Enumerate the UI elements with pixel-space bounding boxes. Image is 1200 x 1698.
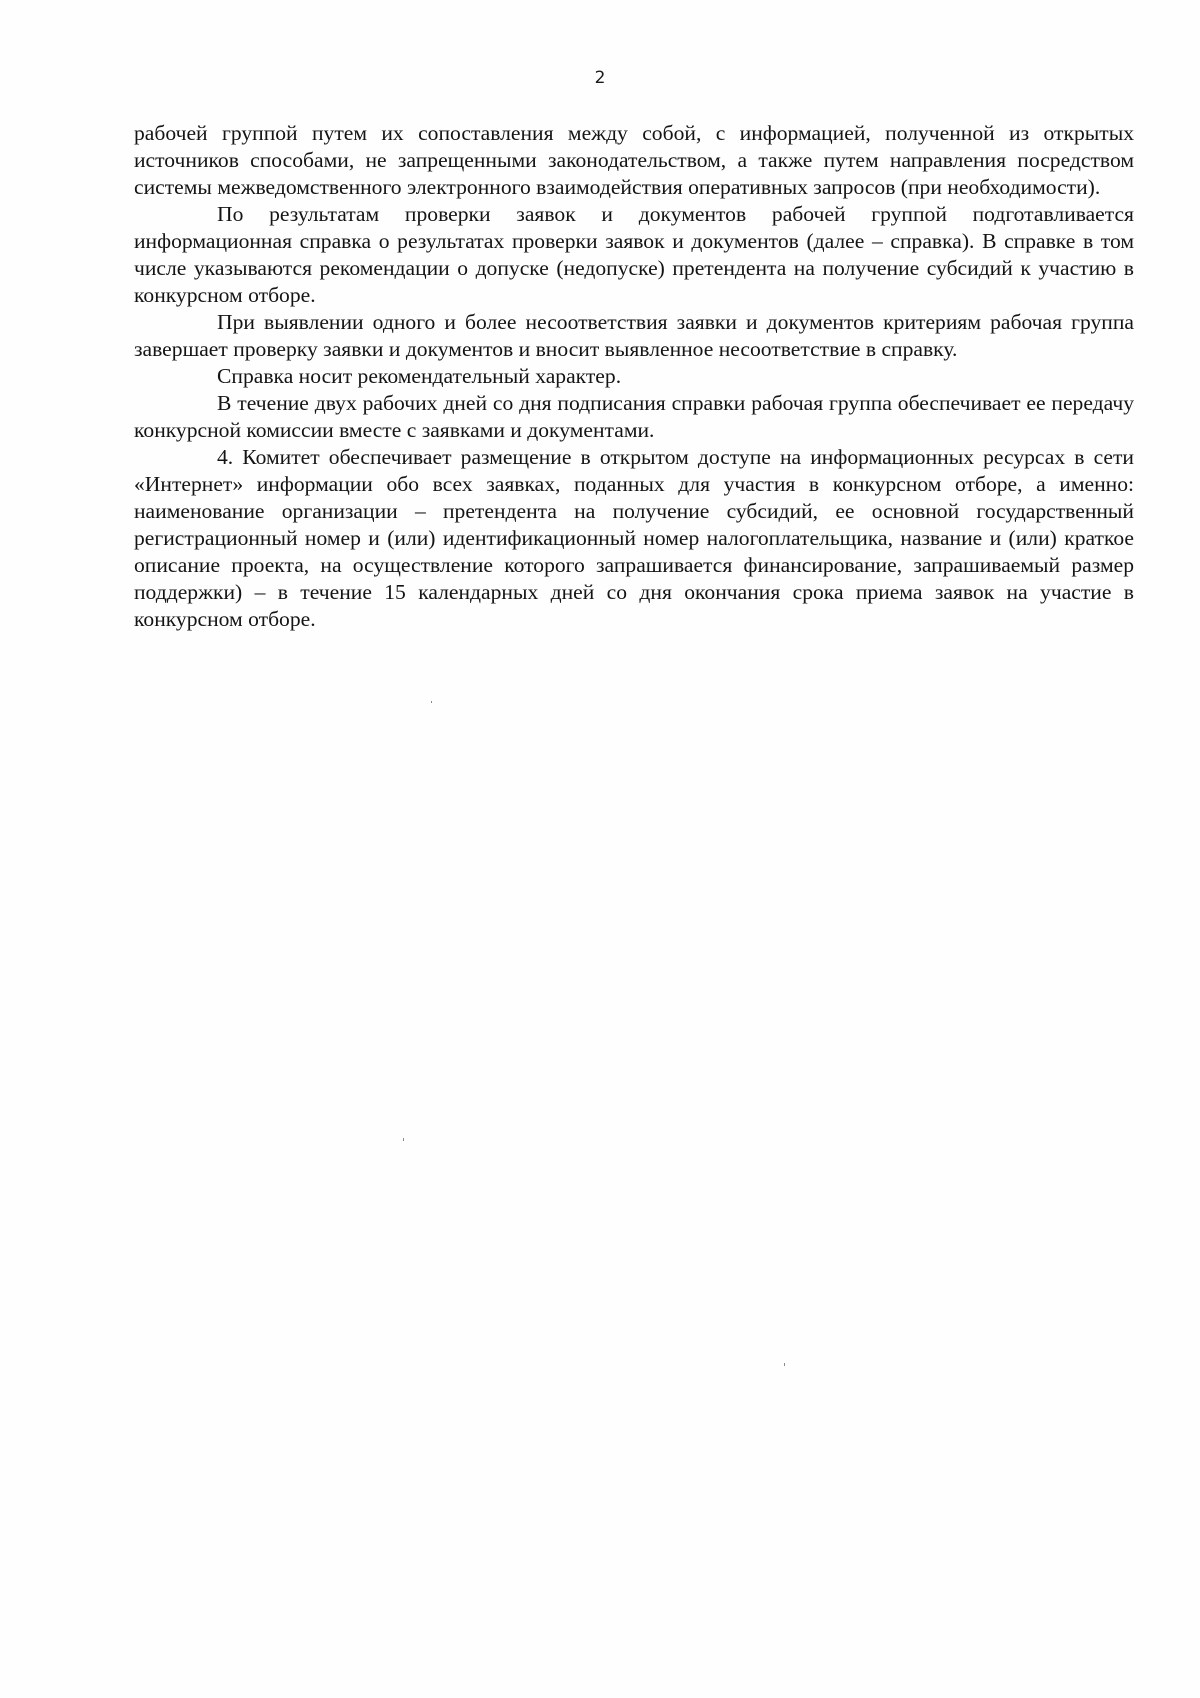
paragraph: При выявлении одного и более несоответствия заявки и документов критериям рабочая группа завершает проверку заявки и документов и вносит выявленное несоответствие в справку. xyxy=(134,310,1134,361)
paragraph: рабочей группой путем их сопоставления между собой, с информацией, полученной из открытых источников способами, не запрещенными законодательством, а также путем направления посредством системы межведомственного электронного взаимодействия оперативных запросов (при необходимости). xyxy=(134,121,1134,199)
page-number: 2 xyxy=(594,68,606,88)
scan-speck xyxy=(784,1363,785,1366)
scan-speck xyxy=(431,701,432,703)
paragraph: 4. Комитет обеспечивает размещение в открытом доступе на информационных ресурсах в сети «Интернет» информации обо всех заявках, поданных для участия в конкурсном отборе, а именно: наименование организации – претендента на получение субсидий, ее основной государственный регистрационный номер и (или) идентификационный номер налогоплательщика, название и (или) краткое описание проекта, на осуществление которого запрашивается финансирование, запрашиваемый размер поддержки) – в течение 15 календарных дней со дня окончания срока приема заявок на участие в конкурсном отборе. xyxy=(134,445,1134,631)
paragraph: Справка носит рекомендательный характер. xyxy=(217,364,622,388)
paragraph: По результатам проверки заявок и документов рабочей группой подготавливается информационная справка о результатах проверки заявок и документов (далее – справка). В справке в том числе указываются рекомендации о допуске (недопуске) претендента на получение субсидий к участию в конкурсном отборе. xyxy=(134,202,1134,307)
document-body xyxy=(134,120,1134,633)
paragraph: В течение двух рабочих дней со дня подписания справки рабочая группа обеспечивает ее передачу конкурсной комиссии вместе с заявками и документами. xyxy=(134,391,1134,442)
scan-speck xyxy=(403,1138,404,1141)
